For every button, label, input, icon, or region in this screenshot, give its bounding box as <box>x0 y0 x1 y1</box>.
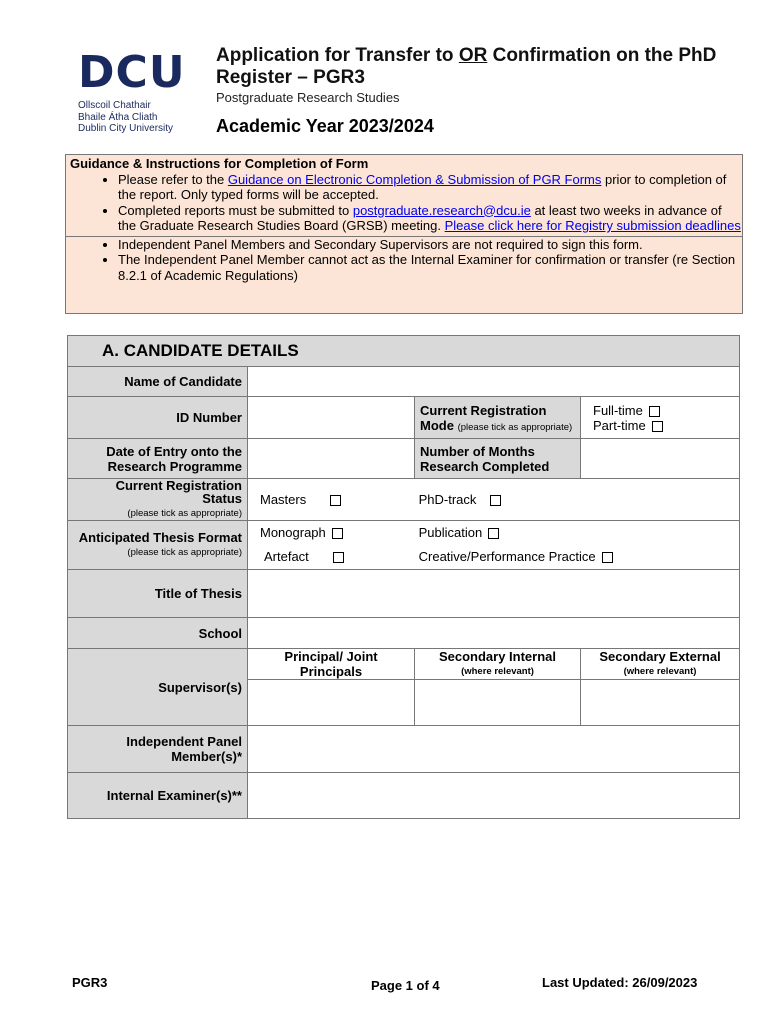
guidance-item: • Please refer to the Guidance on Electronic Completion & Submission of PGR Forms prior to completion of the report. Only typed forms will be accepted. <box>118 172 742 203</box>
candidate-details-table <box>67 335 740 819</box>
artefact-option[interactable]: Artefact <box>260 545 415 569</box>
document-title: Application for Transfer to OR Confirmation on the PhD Register – PGR3 <box>216 45 717 88</box>
panel-label: Independent Panel Member(s)* <box>68 726 248 773</box>
thesis-input[interactable] <box>248 570 740 618</box>
fulltime-option[interactable]: Full-time <box>593 403 660 418</box>
name-input[interactable] <box>248 367 740 397</box>
parttime-option[interactable]: Part-time <box>593 418 663 433</box>
dcu-logo <box>78 47 198 135</box>
logo-wordmark: DCU <box>78 47 186 98</box>
examiner-input[interactable] <box>248 773 740 819</box>
status-label-cell: Current Registration Status (please tick as appropriate) <box>68 479 248 521</box>
fulltime-checkbox[interactable] <box>649 406 660 417</box>
footer-last-updated: Last Updated: 26/09/2023 <box>542 975 698 990</box>
creative-option[interactable]: Creative/Performance Practice <box>419 545 613 569</box>
guidance-item: • Completed reports must be submitted to postgraduate.research@dcu.ie at least two weeks in advance of the Graduate Research Studies Board (GRSB) meeting. Please click here for Registry submission deadlines <box>118 203 742 234</box>
academic-year: Academic Year 2023/2024 <box>216 116 434 136</box>
name-label: Name of Candidate <box>68 367 248 397</box>
logo-line-3: Dublin City University <box>78 123 174 134</box>
guidance-link[interactable]: Guidance on Electronic Completion & Submission of PGR Forms <box>227 171 602 187</box>
section-a-heading: A. CANDIDATE DETAILS <box>68 336 740 367</box>
entry-input[interactable] <box>248 439 415 479</box>
footer-page-number: Page 1 of 4 <box>371 978 440 993</box>
school-label: School <box>68 618 248 649</box>
logo-line-2: Bhaile Átha Cliath <box>78 111 158 123</box>
deadlines-link[interactable]: Please click here for Registry submission deadlines <box>444 218 741 233</box>
masters-option[interactable]: Masters <box>260 492 415 507</box>
parttime-checkbox[interactable] <box>652 421 663 432</box>
logo-line-1: Ollscoil Chathair <box>78 100 151 111</box>
mode-label-cell: Current Registration Mode (please tick as appropriate) <box>415 397 581 439</box>
publication-option[interactable]: Publication <box>419 521 500 545</box>
months-label: Number of Months Research Completed <box>415 439 581 479</box>
email-link[interactable]: postgraduate.research@dcu.ie <box>352 202 531 218</box>
document-subtitle: Postgraduate Research Studies <box>216 90 400 105</box>
principal-input[interactable] <box>248 680 415 726</box>
mode-options <box>581 397 740 439</box>
publication-checkbox[interactable] <box>488 528 499 539</box>
footer-form-code: PGR3 <box>72 975 108 990</box>
sec-internal-input[interactable] <box>415 680 581 726</box>
principal-header: Principal/ Joint Principals <box>248 649 415 680</box>
months-input[interactable] <box>581 439 740 479</box>
thesis-label: Title of Thesis <box>68 570 248 618</box>
monograph-checkbox[interactable] <box>332 528 343 539</box>
id-input[interactable] <box>248 397 415 439</box>
artefact-checkbox[interactable] <box>333 552 344 563</box>
guidance-box <box>65 154 743 314</box>
phdtrack-checkbox[interactable] <box>490 495 501 506</box>
panel-input[interactable] <box>248 726 740 773</box>
monograph-option[interactable]: Monograph <box>260 521 415 545</box>
phdtrack-option[interactable]: PhD-track <box>419 492 502 507</box>
supervisors-label: Supervisor(s) <box>68 649 248 726</box>
id-label: ID Number <box>68 397 248 439</box>
sec-external-input[interactable] <box>581 680 740 726</box>
guidance-item: • The Independent Panel Member cannot act as the Internal Examiner for confirmation or transfer (re Section 8.2.1 of Academic Regulations) <box>118 252 742 283</box>
status-options <box>248 479 740 521</box>
format-options <box>248 521 740 570</box>
masters-checkbox[interactable] <box>330 495 341 506</box>
guidance-item: • Independent Panel Members and Secondary Supervisors are not required to sign this form. <box>118 237 742 253</box>
sec-external-header: Secondary External (where relevant) <box>581 649 740 680</box>
entry-label: Date of Entry onto the Research Programme <box>68 439 248 479</box>
school-input[interactable] <box>248 618 740 649</box>
format-label-cell: Anticipated Thesis Format (please tick as appropriate) <box>68 521 248 570</box>
examiner-label: Internal Examiner(s)** <box>68 773 248 819</box>
sec-internal-header: Secondary Internal (where relevant) <box>415 649 581 680</box>
guidance-heading: Guidance & Instructions for Completion of Form <box>70 156 369 171</box>
creative-checkbox[interactable] <box>602 552 613 563</box>
